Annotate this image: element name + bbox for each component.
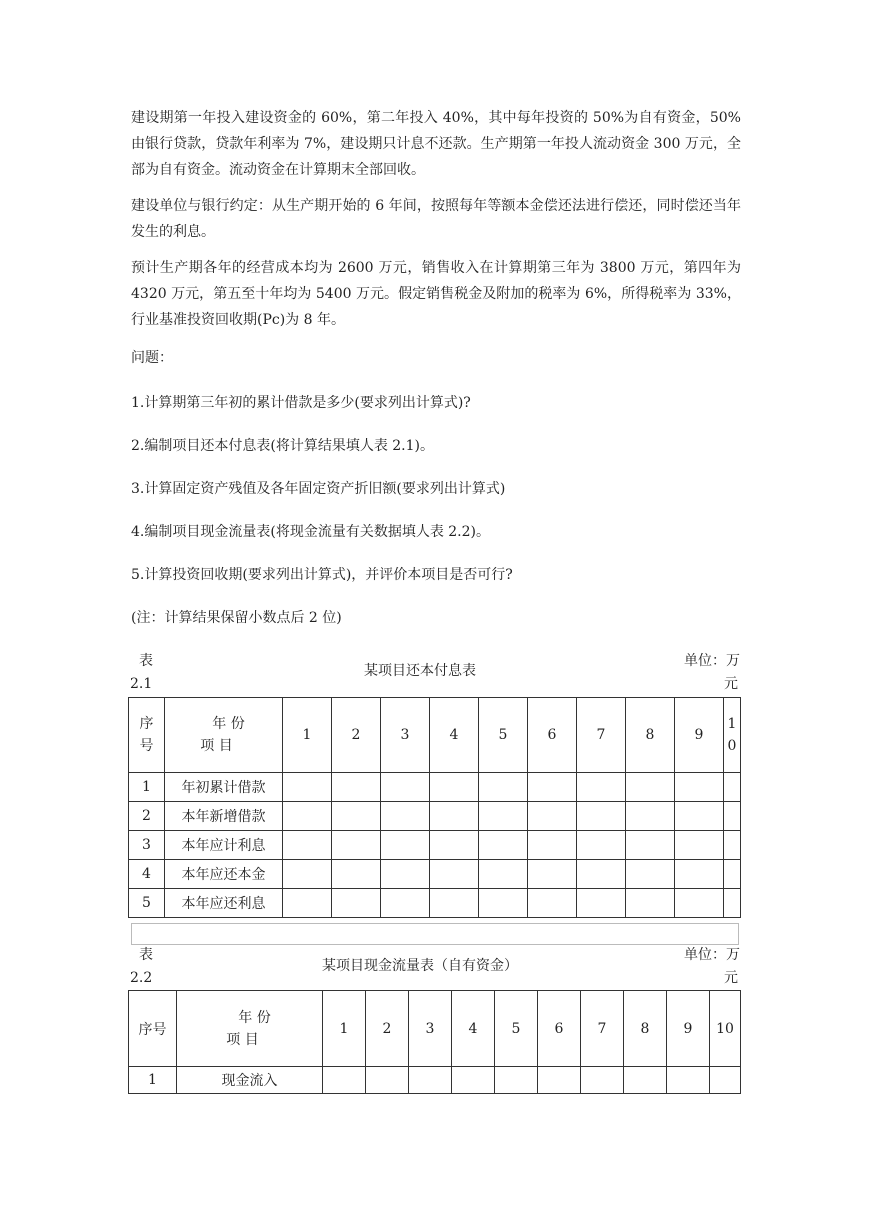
table1-year-col: 3 [381, 698, 430, 773]
blank-separator [131, 923, 739, 945]
table2-year-col: 2 [366, 991, 409, 1067]
table1-year-col: 7 [577, 698, 626, 773]
question-item: 5.计算投资回收期(要求列出计算式)，并评价本项目是否可行? [131, 567, 513, 583]
table1-year-col: 2 [332, 698, 381, 773]
row-seq: 1 [129, 773, 165, 802]
table2-label: 表 [139, 947, 153, 963]
row-item: 本年应还本金 [165, 860, 283, 889]
table2-title: 某项目现金流量表（自有资金） [322, 958, 518, 974]
row-seq: 2 [129, 802, 165, 831]
table1-year-col [724, 698, 741, 773]
question-item: 3.计算固定资产残值及各年固定资产折旧额(要求列出计算式) [131, 481, 506, 497]
table2-unit-line2: 元 [724, 970, 738, 986]
table-row [129, 831, 741, 860]
row-item: 现金流入 [177, 1067, 323, 1094]
table-row [129, 889, 741, 918]
header-item-text: 项 目 [226, 1031, 259, 1048]
table2-label-number: 2.2 [130, 970, 153, 986]
question-item: 1.计算期第三年初的累计借款是多少(要求列出计算式)? [131, 395, 471, 411]
paragraph-construction-funding: 建设期第一年投入建设资金的 60%，第二年投入 40%，其中每年投资的 50%为自有资金，50%由银行贷款，贷款年利率为 7%，建设期只计息不还款。生产期第一年投人流动资金 300 万元，全部为自有资金。流动资金在计算期末全部回收。 [131, 110, 741, 178]
table2-year-col: 10 [710, 991, 741, 1067]
table2-year-col: 6 [538, 991, 581, 1067]
table1-year-col: 1 [283, 698, 332, 773]
table1-label-line1: 表 [139, 653, 153, 669]
question-item: 4.编制项目现金流量表(将现金流量有关数据填人表 2.2)。 [131, 524, 490, 540]
table2-year-col: 8 [624, 991, 667, 1067]
table2-header-seq: 序号 [129, 991, 177, 1067]
table1-repayment [128, 697, 741, 918]
table1-label-number: 2.1 [130, 676, 153, 692]
row-item: 年初累计借款 [165, 773, 283, 802]
table2-year-col: 9 [667, 991, 710, 1067]
table2-header-year-item [177, 991, 323, 1067]
header-item-text: 项 目 [200, 738, 233, 754]
table1-unit-line2: 元 [724, 676, 738, 692]
year-10-text: 10 [727, 716, 737, 754]
row-item: 本年新增借款 [165, 802, 283, 831]
table-row [129, 802, 741, 831]
table2-year-col: 3 [409, 991, 452, 1067]
note: (注：计算结果保留小数点后 2 位) [131, 610, 342, 626]
table2-cashflow [128, 990, 741, 1094]
table2-unit: 单位：万 [684, 947, 740, 963]
table2-year-col: 4 [452, 991, 495, 1067]
header-seq-text: 序号 [139, 716, 154, 754]
table2-header-row [129, 991, 741, 1067]
table1-year-col: 8 [626, 698, 675, 773]
table-row [129, 773, 741, 802]
table1-header-row [129, 698, 741, 773]
table1-year-col: 6 [528, 698, 577, 773]
table1-label [134, 650, 158, 673]
header-year-text: 年 份 [212, 716, 245, 732]
table2-year-col: 1 [323, 991, 366, 1067]
question-item: 2.编制项目还本付息表(将计算结果填人表 2.1)。 [131, 438, 434, 454]
row-item: 本年应计利息 [165, 831, 283, 860]
row-seq: 4 [129, 860, 165, 889]
table1-unit: 单位：万 [684, 653, 740, 669]
paragraph-repayment-agreement: 建设单位与银行约定：从生产期开始的 6 年间，按照每年等额本金偿还法进行偿还，同时偿还当年发生的利息。 [131, 198, 741, 240]
header-year-text: 年 份 [238, 1009, 271, 1026]
table1-year-col: 4 [430, 698, 479, 773]
row-item: 本年应还利息 [165, 889, 283, 918]
table-row [129, 860, 741, 889]
questions-heading: 问题： [131, 350, 173, 366]
paragraph-production-forecast: 预计生产期各年的经营成本均为 2600 万元，销售收入在计算期第三年为 3800 万元，第四年为 4320 万元，第五至十年均为 5400 万元。假定销售税金及附加的税率为 6%，所得税率为 33%，行业基准投资回收期(Pc)为 8 年。 [131, 260, 741, 328]
table1-header-seq [129, 698, 165, 773]
table2-year-col: 5 [495, 991, 538, 1067]
table1-title: 某项目还本付息表 [364, 663, 476, 679]
table2-year-col: 7 [581, 991, 624, 1067]
table1-year-col: 5 [479, 698, 528, 773]
row-seq: 3 [129, 831, 165, 860]
table1-year-col: 9 [675, 698, 724, 773]
row-seq: 5 [129, 889, 165, 918]
table-row [129, 1067, 741, 1094]
row-seq: 1 [129, 1067, 177, 1094]
table1-header-year-item [165, 698, 283, 773]
